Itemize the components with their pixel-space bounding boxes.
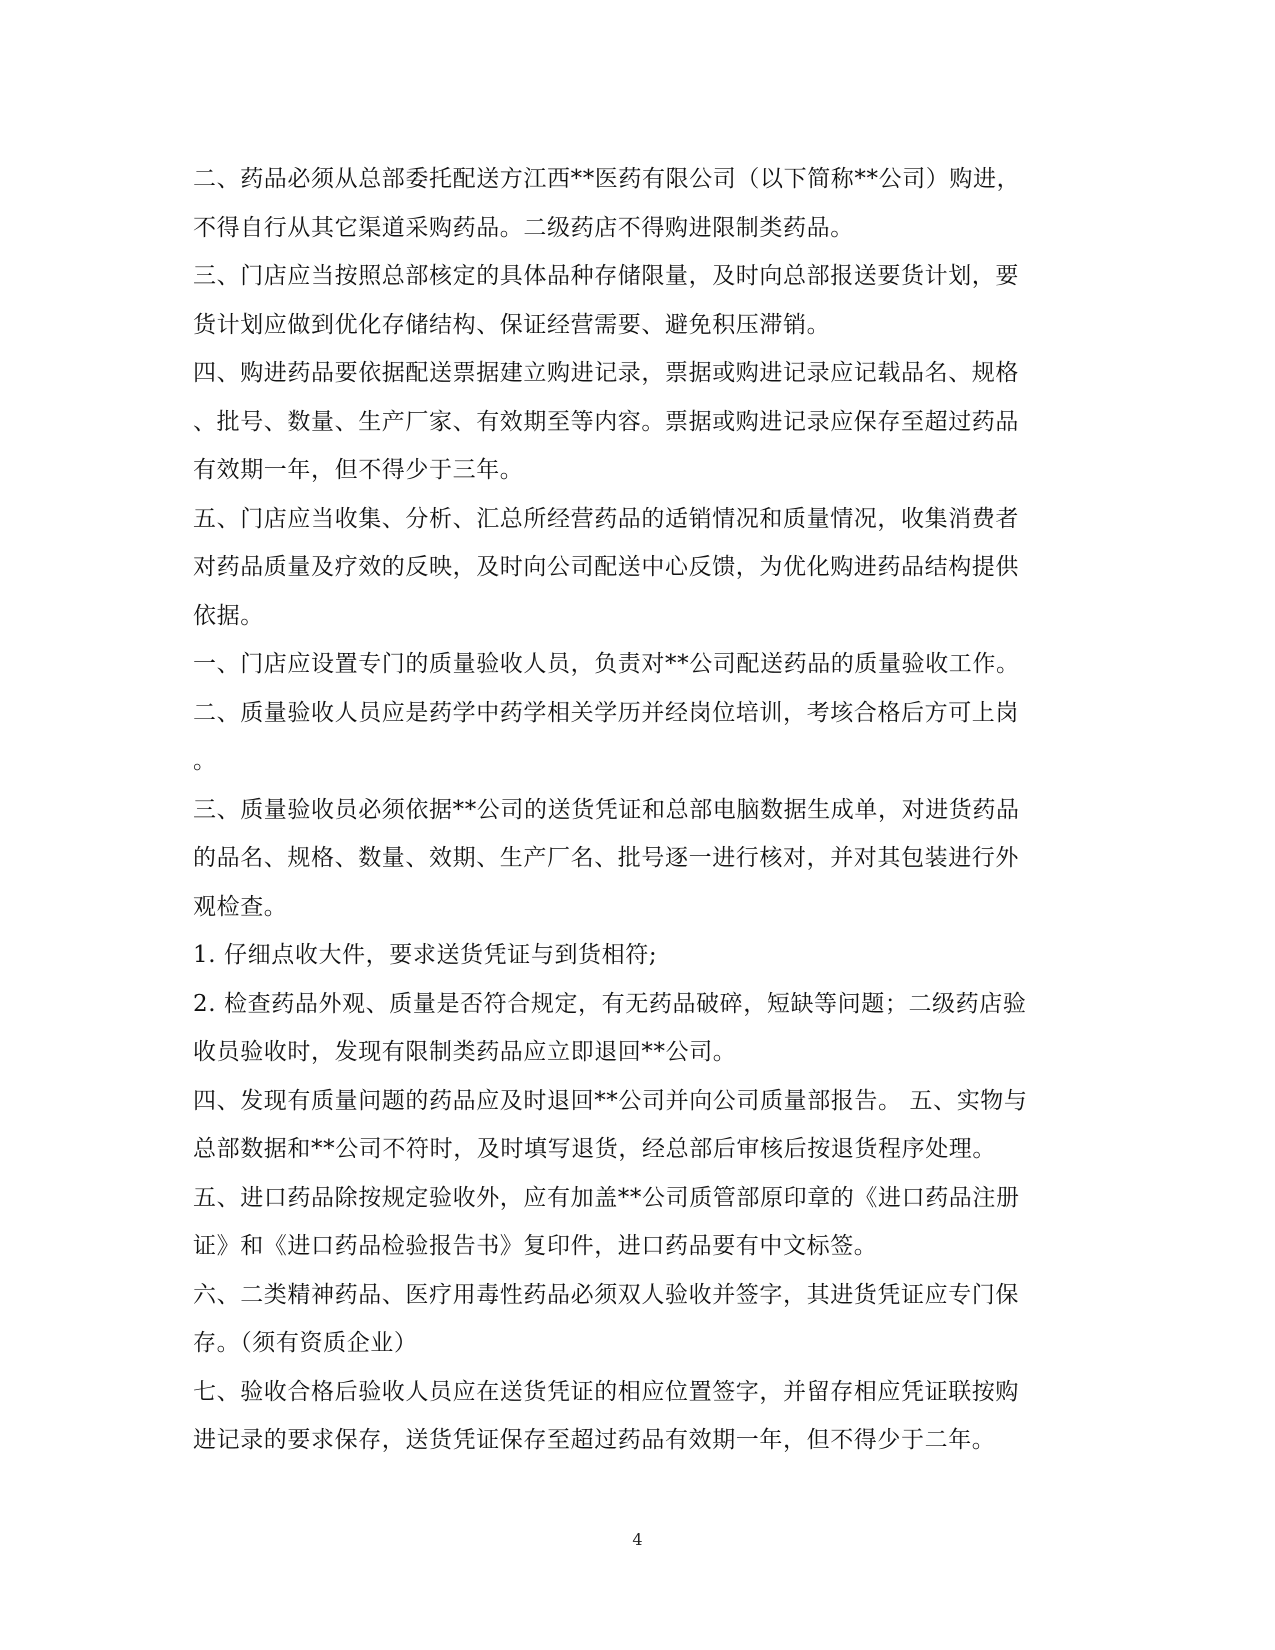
text-line: 四、发现有质量问题的药品应及时退回**公司并向公司质量部报告。 五、实物与 [193,1087,1028,1114]
text-line: 一、门店应设置专门的质量验收人员，负责对**公司配送药品的质量验收工作。 [193,651,1020,677]
text-line: 三、门店应当按照总部核定的具体品种存储限量，及时向总部报送要货计划，要 [193,263,1019,289]
page-number: 4 [632,1530,643,1549]
document-body [193,155,1063,1465]
text-line: 总部数据和**公司不符时，及时填写退货，经总部后审核后按退货程序处理。 [193,1136,996,1162]
text-line: 五、进口药品除按规定验收外，应有加盖**公司质管部原印章的《进口药品注册 [193,1184,1020,1211]
text-line: 七、验收合格后验收人员应在送货凭证的相应位置签字，并留存相应凭证联按购 [193,1378,1019,1405]
text-line: 三、质量验收员必须依据**公司的送货凭证和总部电脑数据生成单，对进货药品 [193,796,1020,823]
text-line: 二、质量验收人员应是药学中药学相关学历并经岗位培训，考垓合格后方可上岗 [193,699,1019,726]
text-line: 观检查。 [193,893,288,920]
text-line: 不得自行从其它渠道采购药品。二级药店不得购进限制类药品。 [193,214,854,241]
text-line: 证》和《进口药品检验报告书》复印件，进口药品要有中文标签。 [193,1233,878,1259]
text-line: 五、门店应当收集、分析、汇总所经营药品的适销情况和质量情况，收集消费者 [193,505,1019,532]
text-line: 四、购进药品要依据配送票据建立购进记录，票据或购进记录应记载品名、规格 [193,360,1019,386]
text-line: 进记录的要求保存，送货凭证保存至超过药品有效期一年，但不得少于二年。 [193,1427,996,1453]
text-line: 有效期一年，但不得少于三年。 [193,457,524,483]
text-line: 对药品质量及疗效的反映，及时向公司配送中心反馈，为优化购进药品结构提供 [193,554,1019,580]
text-line: 的品名、规格、数量、效期、生产厂名、批号逐一进行核对，并对其包装进行外 [193,845,1019,871]
text-line: 六、二类精神药品、医疗用毒性药品必须双人验收并签字，其进货凭证应专门保 [193,1281,1019,1308]
text-line: 1. 仔细点收大件，要求送货凭证与到货相符; [193,942,658,968]
text-line: 二、药品必须从总部委托配送方江西**医药有限公司（以下简称**公司）购进， [193,166,1021,192]
text-line: 。 [193,748,217,774]
text-line: 、批号、数量、生产厂家、有效期至等内容。票据或购进记录应保存至超过药品 [193,408,1019,435]
text-line: 依据。 [193,602,264,629]
text-line: 存。（须有资质企业） [193,1330,418,1356]
text-line: 2. 检查药品外观、质量是否符合规定，有无药品破碎，短缺等问题；二级药店验 [193,990,1027,1017]
text-line: 货计划应做到优化存储结构、保证经营需要、避免积压滞销。 [193,311,831,338]
text-line: 收员验收时，发现有限制类药品应立即退回**公司。 [193,1039,737,1065]
